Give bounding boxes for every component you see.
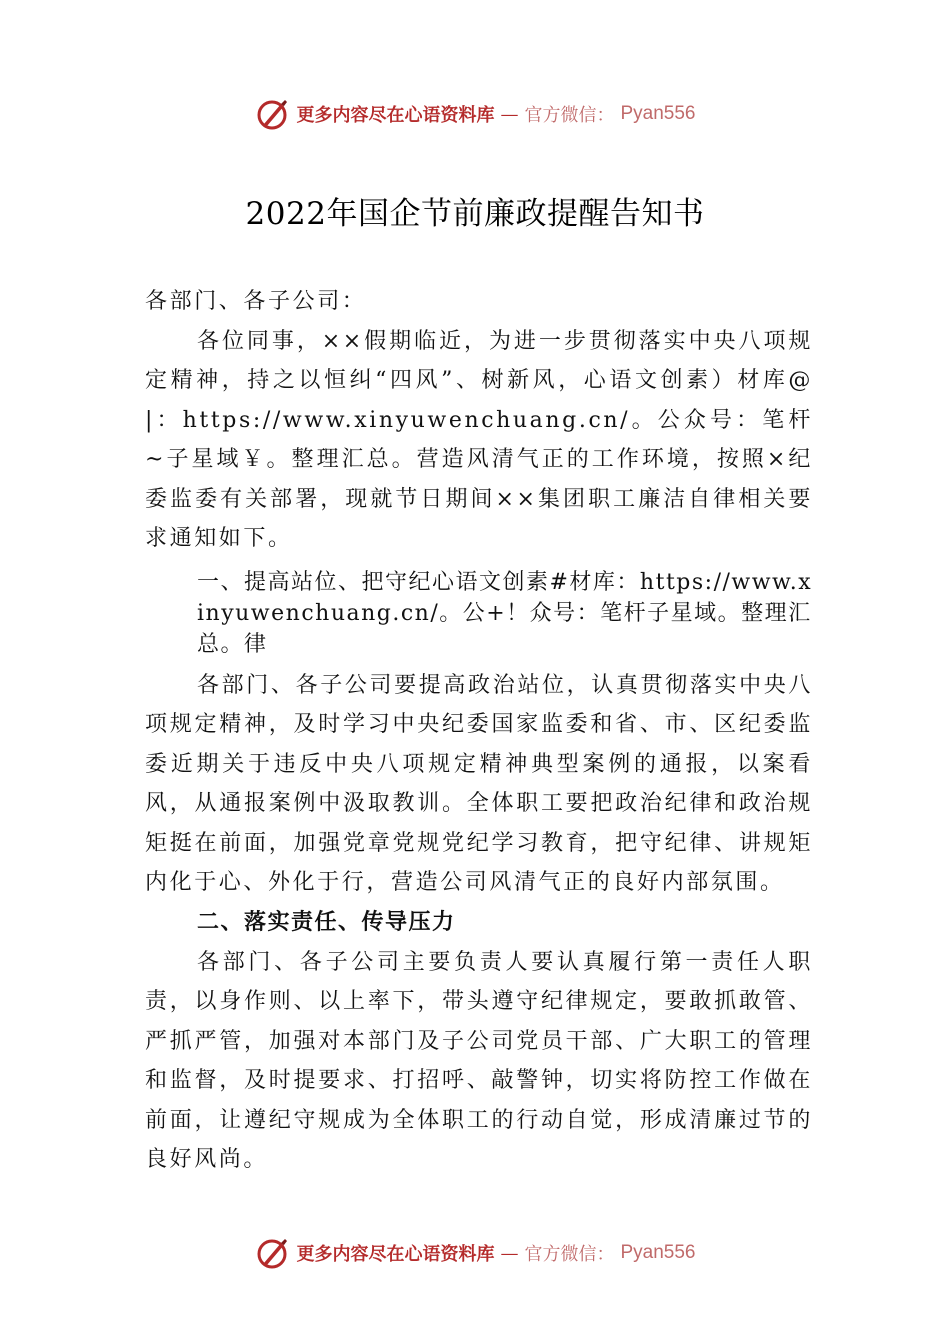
salutation: 各部门、各子公司： [145,289,367,314]
pen-logo-icon [254,96,290,132]
banner-separator: — [500,103,519,125]
section2-heading: 二、落实责任、传导压力 [197,909,456,935]
header-banner [0,94,950,134]
banner-wechat-label: 官方微信： [524,105,615,126]
banner-main-text: 更多内容尽在心语资料库 [296,1244,495,1265]
section2-paragraph: 各部门、各子公司主要负责人要认真履行第一责任人职责，以身作则、以上率下，带头遵守纪律规定，要敢抓敢管、严抓严管，加强对本部门及子公司党员干部、广大职工的管理和监督，及时提要求、打招呼、敲警钟，切实将防控工作做在前面，让遵纪守规成为全体职工的行动自觉，形成清廉过节的良好风尚。 [145,949,813,1172]
banner-main-text: 更多内容尽在心语资料库 [296,105,495,126]
document-title: 2022年国企节前廉政提醒告知书 [245,196,705,232]
pen-logo-icon [254,1235,290,1271]
intro-paragraph: 各位同事，××假期临近，为进一步贯彻落实中央八项规定精神，持之以恒纠“四风”、树新风，心语文创素）材库@|：https://www.xinyuwenchuang.cn/。公众号：笔杆~子星域￥。整理汇总。营造风清气正的工作环境，按照×纪委监委有关部署，现就节日期间××集团职工廉洁自律相关要求通知如下。 [145,328,813,551]
banner-wechat-label: 官方微信： [524,1244,615,1265]
footer-banner [0,1233,950,1273]
document-body [145,282,813,1180]
section1-paragraph: 各部门、各子公司要提高政治站位，认真贯彻落实中央八项规定精神，及时学习中央纪委国家监委和省、市、区纪委监委近期关于违反中央八项规定精神典型案例的通报，以案看风，从通报案例中汲取教训。全体职工要把政治纪律和政治规矩挺在前面，加强党章党规党纪学习教育，把守纪律、讲规矩内化于心、外化于行，营造公司风清气正的良好内部氛围。 [145,672,813,895]
banner-wechat-id: Pyan556 [620,103,696,124]
banner-separator: — [500,1242,519,1264]
section1-heading: 一、提高站位、把守纪心语文创素#材库：https://www.xinyuwenchuang.cn/。公+！众号：笔杆子星域。整理汇总。律 [197,569,813,657]
banner-wechat-id: Pyan556 [620,1242,696,1263]
